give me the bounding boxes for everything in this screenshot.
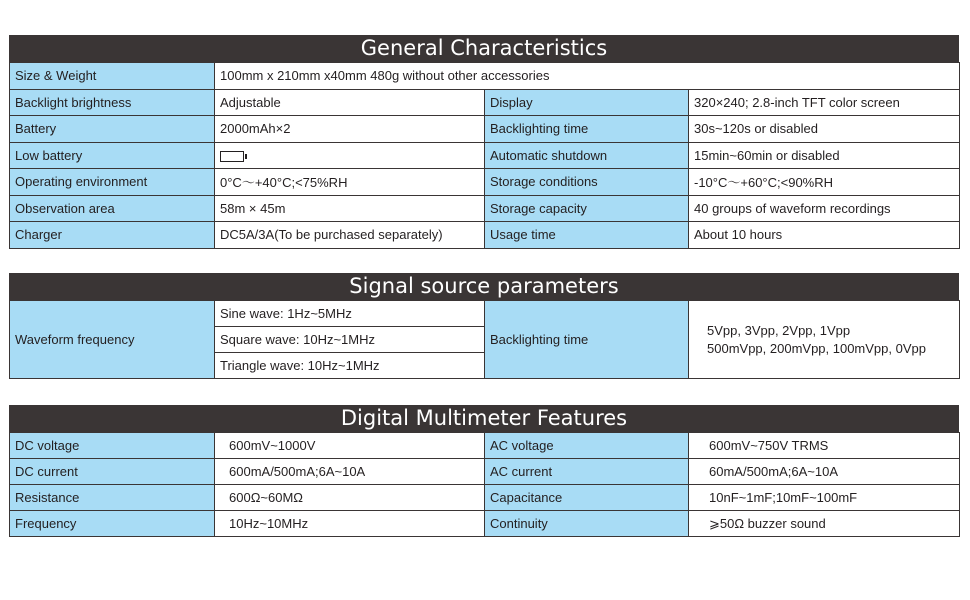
spec-value: 10Hz~10MHz (215, 511, 485, 537)
table-row (10, 301, 960, 327)
waveform-frequency-label: Waveform frequency (10, 301, 215, 379)
spec-value: 15min~60min or disabled (689, 142, 960, 169)
signal-source-title: Signal source parameters (9, 273, 959, 300)
spec-label: Usage time (485, 222, 689, 249)
backlighting-time-label: Backlighting time (485, 301, 689, 379)
spec-label: Battery (10, 116, 215, 143)
spec-label: Storage capacity (485, 195, 689, 222)
table-row (10, 142, 960, 169)
spec-value: 600mV~750V TRMS (689, 433, 960, 459)
table-row (10, 63, 960, 90)
table-row (10, 485, 960, 511)
multimeter-title: Digital Multimeter Features (9, 405, 959, 432)
spec-label: Backlighting time (485, 116, 689, 143)
amplitude-line: 5Vpp, 3Vpp, 2Vpp, 1Vpp (707, 322, 851, 338)
spec-label: Backlight brightness (10, 89, 215, 116)
spec-value: 600Ω~60MΩ (215, 485, 485, 511)
spec-value: 10nF~1mF;10mF~100mF (689, 485, 960, 511)
spec-value: 30s~120s or disabled (689, 116, 960, 143)
table-row (10, 511, 960, 537)
spec-label: AC current (485, 459, 689, 485)
spec-value: 58m × 45m (215, 195, 485, 222)
triangle-wave-value: Triangle wave: 10Hz~1MHz (215, 353, 485, 379)
spec-value: DC5A/3A(To be purchased separately) (215, 222, 485, 249)
spec-label: DC current (10, 459, 215, 485)
table-row (10, 459, 960, 485)
spec-value: 600mV~1000V (215, 433, 485, 459)
spec-label: Capacitance (485, 485, 689, 511)
size-weight-value: 100mm x 210mm x40mm 480g without other accessories (215, 63, 960, 90)
spec-value: 0°C〜+40°C;<75%RH (215, 169, 485, 196)
multimeter-section (9, 405, 959, 537)
table-row (10, 116, 960, 143)
spec-value: 600mA/500mA;6A~10A (215, 459, 485, 485)
general-characteristics-title: General Characteristics (9, 35, 959, 62)
spec-label: Storage conditions (485, 169, 689, 196)
signal-source-section (9, 273, 959, 379)
multimeter-table (9, 432, 960, 537)
table-row (10, 222, 960, 249)
amplitude-line: 500mVpp, 200mVpp, 100mVpp, 0Vpp (707, 340, 926, 356)
general-characteristics-section (9, 35, 959, 249)
size-weight-label: Size & Weight (10, 63, 215, 90)
amplitude-values (689, 301, 960, 379)
table-row (10, 169, 960, 196)
spec-label: Automatic shutdown (485, 142, 689, 169)
table-row (10, 89, 960, 116)
spec-label: Operating environment (10, 169, 215, 196)
spec-label: Resistance (10, 485, 215, 511)
low-battery-value (215, 142, 485, 169)
spec-value: 320×240; 2.8-inch TFT color screen (689, 89, 960, 116)
spec-label: Low battery (10, 142, 215, 169)
spec-label: Display (485, 89, 689, 116)
spec-value: 40 groups of waveform recordings (689, 195, 960, 222)
spec-value: Adjustable (215, 89, 485, 116)
square-wave-value: Square wave: 10Hz~1MHz (215, 327, 485, 353)
sine-wave-value: Sine wave: 1Hz~5MHz (215, 301, 485, 327)
spec-label: Continuity (485, 511, 689, 537)
spec-value: ⩾50Ω buzzer sound (689, 511, 960, 537)
table-row (10, 195, 960, 222)
spec-value: 60mA/500mA;6A~10A (689, 459, 960, 485)
spec-label: DC voltage (10, 433, 215, 459)
spec-label: Frequency (10, 511, 215, 537)
spec-value: About 10 hours (689, 222, 960, 249)
spec-label: AC voltage (485, 433, 689, 459)
spec-label: Observation area (10, 195, 215, 222)
table-row (10, 433, 960, 459)
spec-value: -10°C〜+60°C;<90%RH (689, 169, 960, 196)
battery-low-icon (220, 151, 244, 162)
spec-value: 2000mAh×2 (215, 116, 485, 143)
spec-label: Charger (10, 222, 215, 249)
signal-source-table (9, 300, 960, 379)
general-characteristics-table (9, 62, 960, 249)
